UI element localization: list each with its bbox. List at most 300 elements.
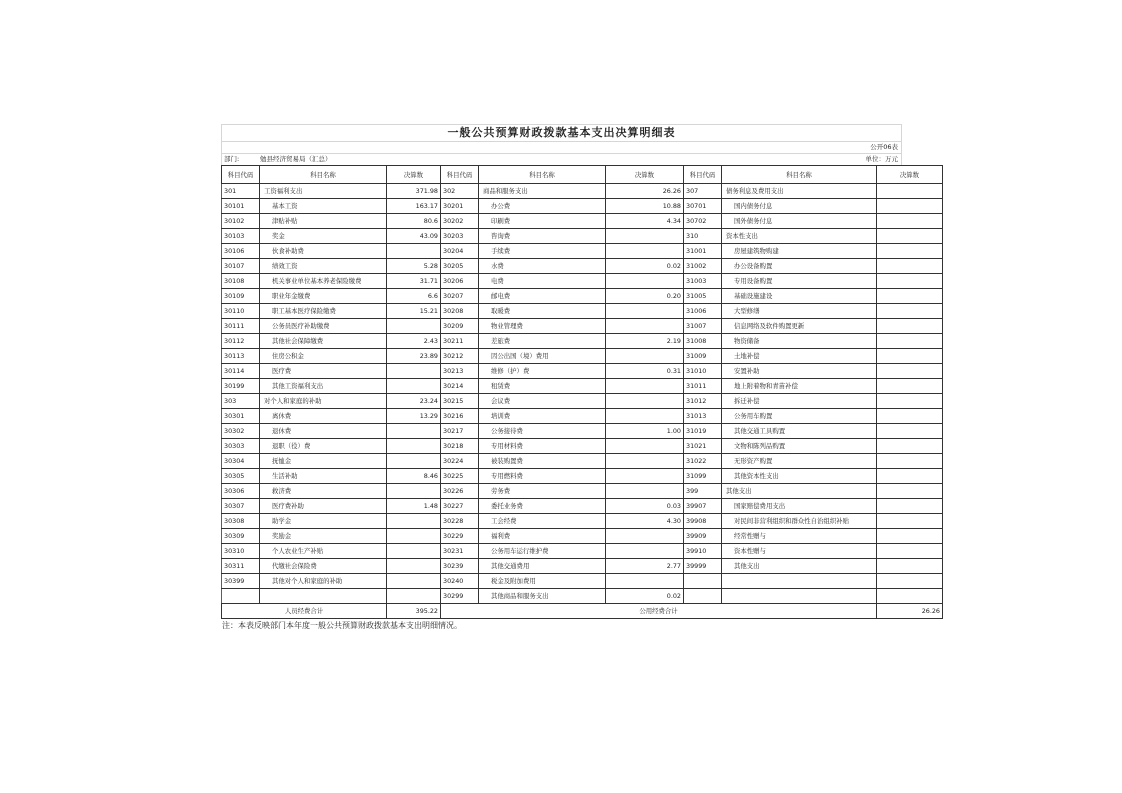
cell-amount	[877, 364, 943, 379]
cell-code: 31006	[684, 304, 722, 319]
cell-code: 39999	[684, 559, 722, 574]
header-code: 科目代码	[441, 166, 479, 184]
header-name: 科目名称	[722, 166, 877, 184]
cell-name: 绩效工资	[260, 259, 387, 274]
table-row	[222, 334, 943, 349]
cell-code: 30201	[441, 199, 479, 214]
cell-name: 退休费	[260, 424, 387, 439]
cell-amount: 6.6	[387, 289, 441, 304]
cell-amount	[387, 424, 441, 439]
cell-amount	[606, 484, 684, 499]
cell-amount	[606, 439, 684, 454]
header-code: 科目代码	[684, 166, 722, 184]
cell-amount	[877, 229, 943, 244]
cell-code: 30199	[222, 379, 260, 394]
cell-name: 职工基本医疗保险缴费	[260, 304, 387, 319]
cell-name: 资本性支出	[722, 229, 877, 244]
table-row	[222, 244, 943, 259]
table-note: 注：本表反映部门本年度一般公共预算财政拨款基本支出明细情况。	[222, 621, 462, 630]
cell-amount	[387, 514, 441, 529]
cell-amount	[877, 199, 943, 214]
cell-name: 公务接待费	[479, 424, 606, 439]
cell-code	[684, 589, 722, 604]
cell-amount	[877, 484, 943, 499]
cell-name: 拆迁补偿	[722, 394, 877, 409]
cell-amount: 5.28	[387, 259, 441, 274]
cell-code: 31022	[684, 454, 722, 469]
cell-code: 30202	[441, 214, 479, 229]
cell-name: 培训费	[479, 409, 606, 424]
cell-amount: 2.77	[606, 559, 684, 574]
cell-name: 专用燃料费	[479, 469, 606, 484]
department-label: 部门:	[224, 155, 240, 163]
cell-code: 31011	[684, 379, 722, 394]
cell-name	[260, 589, 387, 604]
cell-amount: 8.46	[387, 469, 441, 484]
header-amount: 决算数	[606, 166, 684, 184]
cell-amount: 2.19	[606, 334, 684, 349]
cell-amount: 31.71	[387, 274, 441, 289]
cell-amount	[877, 589, 943, 604]
cell-name: 大型修缮	[722, 304, 877, 319]
personnel-total-value: 395.22	[387, 604, 441, 619]
table-row	[222, 439, 943, 454]
cell-amount	[877, 559, 943, 574]
cell-name: 租赁费	[479, 379, 606, 394]
cell-code: 30215	[441, 394, 479, 409]
cell-code: 30204	[441, 244, 479, 259]
cell-name: 住房公积金	[260, 349, 387, 364]
cell-code: 30113	[222, 349, 260, 364]
cell-amount: 0.02	[606, 259, 684, 274]
cell-code: 30299	[441, 589, 479, 604]
cell-amount	[877, 379, 943, 394]
table-body	[222, 184, 943, 604]
cell-name: 税金及附加费用	[479, 574, 606, 589]
cell-code: 30231	[441, 544, 479, 559]
cell-name: 地上附着物和青苗补偿	[722, 379, 877, 394]
cell-amount: 43.09	[387, 229, 441, 244]
cell-name: 咨询费	[479, 229, 606, 244]
cell-amount	[877, 514, 943, 529]
cell-amount	[606, 274, 684, 289]
personnel-total-label: 人员经费合计	[222, 604, 387, 619]
cell-name: 救济费	[260, 484, 387, 499]
cell-amount	[606, 349, 684, 364]
header-row	[222, 166, 943, 184]
cell-name: 机关事业单位基本养老保险缴费	[260, 274, 387, 289]
table-row	[222, 184, 943, 199]
cell-amount	[387, 544, 441, 559]
cell-code: 30207	[441, 289, 479, 304]
cell-amount	[606, 379, 684, 394]
cell-code: 30308	[222, 514, 260, 529]
table-row	[222, 469, 943, 484]
cell-amount: 4.34	[606, 214, 684, 229]
cell-code: 30310	[222, 544, 260, 559]
cell-name: 劳务费	[479, 484, 606, 499]
cell-code: 30702	[684, 214, 722, 229]
cell-code: 30214	[441, 379, 479, 394]
cell-name: 奖金	[260, 229, 387, 244]
cell-name: 其他支出	[722, 559, 877, 574]
table-row	[222, 529, 943, 544]
cell-code: 30701	[684, 199, 722, 214]
cell-code: 30303	[222, 439, 260, 454]
cell-amount: 371.98	[387, 184, 441, 199]
cell-code: 30224	[441, 454, 479, 469]
cell-code: 30206	[441, 274, 479, 289]
cell-name: 邮电费	[479, 289, 606, 304]
cell-amount: 1.48	[387, 499, 441, 514]
cell-code: 399	[684, 484, 722, 499]
cell-code: 30205	[441, 259, 479, 274]
cell-name	[722, 589, 877, 604]
cell-name: 取暖费	[479, 304, 606, 319]
cell-name: 委托业务费	[479, 499, 606, 514]
cell-amount: 163.17	[387, 199, 441, 214]
cell-code: 31013	[684, 409, 722, 424]
cell-code: 31010	[684, 364, 722, 379]
cell-name: 工会经费	[479, 514, 606, 529]
table-row	[222, 274, 943, 289]
cell-name: 公务用车运行维护费	[479, 544, 606, 559]
cell-amount: 0.20	[606, 289, 684, 304]
cell-code: 39910	[684, 544, 722, 559]
table-row	[222, 484, 943, 499]
cell-amount	[877, 289, 943, 304]
cell-name: 福利费	[479, 529, 606, 544]
table-row	[222, 574, 943, 589]
cell-name: 对民间非营利组织和群众性自治组织补贴	[722, 514, 877, 529]
cell-name: 国内债务付息	[722, 199, 877, 214]
cell-code: 30305	[222, 469, 260, 484]
cell-amount	[606, 229, 684, 244]
cell-name: 其他支出	[722, 484, 877, 499]
cell-code: 30107	[222, 259, 260, 274]
table-row	[222, 589, 943, 604]
header-amount: 决算数	[877, 166, 943, 184]
cell-amount	[877, 439, 943, 454]
cell-amount	[606, 304, 684, 319]
cell-name: 土地补偿	[722, 349, 877, 364]
cell-amount	[387, 379, 441, 394]
cell-name: 基本工资	[260, 199, 387, 214]
report-title: 一般公共预算财政拨款基本支出决算明细表	[221, 124, 902, 141]
cell-code: 30306	[222, 484, 260, 499]
cell-name: 抚恤金	[260, 454, 387, 469]
cell-amount: 2.43	[387, 334, 441, 349]
cell-code: 30217	[441, 424, 479, 439]
cell-amount	[387, 364, 441, 379]
cell-name: 医疗费	[260, 364, 387, 379]
cell-amount	[387, 589, 441, 604]
table-row	[222, 319, 943, 334]
cell-name: 房屋建筑物购建	[722, 244, 877, 259]
cell-code: 30226	[441, 484, 479, 499]
cell-amount	[387, 559, 441, 574]
cell-amount	[606, 529, 684, 544]
cell-name: 会议费	[479, 394, 606, 409]
cell-code: 30101	[222, 199, 260, 214]
cell-name: 公务用车购置	[722, 409, 877, 424]
cell-code: 30106	[222, 244, 260, 259]
cell-amount	[877, 184, 943, 199]
cell-name: 生活补助	[260, 469, 387, 484]
cell-name: 其他商品和服务支出	[479, 589, 606, 604]
cell-code: 30228	[441, 514, 479, 529]
cell-name: 国家赔偿费用支出	[722, 499, 877, 514]
table-row	[222, 214, 943, 229]
cell-amount	[387, 484, 441, 499]
table-row	[222, 514, 943, 529]
cell-amount	[877, 574, 943, 589]
cell-code: 30102	[222, 214, 260, 229]
header-amount: 决算数	[387, 166, 441, 184]
cell-amount: 4.30	[606, 514, 684, 529]
cell-name: 因公出国（境）费用	[479, 349, 606, 364]
public-total-value: 26.26	[877, 604, 943, 619]
cell-amount	[877, 529, 943, 544]
cell-name: 对个人和家庭的补助	[260, 394, 387, 409]
cell-amount: 10.88	[606, 199, 684, 214]
cell-name: 商品和服务支出	[479, 184, 606, 199]
cell-code: 30225	[441, 469, 479, 484]
cell-amount	[877, 349, 943, 364]
cell-code: 30213	[441, 364, 479, 379]
cell-name: 经常性赠与	[722, 529, 877, 544]
cell-amount	[877, 394, 943, 409]
cell-name: 办公费	[479, 199, 606, 214]
cell-name: 水费	[479, 259, 606, 274]
table-row	[222, 499, 943, 514]
cell-name: 其他工资福利支出	[260, 379, 387, 394]
cell-code: 31019	[684, 424, 722, 439]
cell-code: 30216	[441, 409, 479, 424]
cell-name: 伙食补助费	[260, 244, 387, 259]
cell-name: 离休费	[260, 409, 387, 424]
cell-amount	[877, 259, 943, 274]
cell-amount: 1.00	[606, 424, 684, 439]
cell-name: 助学金	[260, 514, 387, 529]
cell-amount	[387, 529, 441, 544]
cell-name: 物业管理费	[479, 319, 606, 334]
cell-amount	[877, 454, 943, 469]
cell-name: 被装购置费	[479, 454, 606, 469]
cell-amount	[877, 274, 943, 289]
cell-amount	[387, 319, 441, 334]
cell-code: 30302	[222, 424, 260, 439]
cell-amount	[877, 244, 943, 259]
cell-name: 资本性赠与	[722, 544, 877, 559]
table-row	[222, 304, 943, 319]
cell-amount: 23.24	[387, 394, 441, 409]
department-row	[221, 154, 902, 165]
cell-name: 债务利息及费用支出	[722, 184, 877, 199]
cell-amount	[387, 244, 441, 259]
cell-code	[222, 589, 260, 604]
table-row	[222, 559, 943, 574]
cell-name: 其他对个人和家庭的补助	[260, 574, 387, 589]
cell-code: 31008	[684, 334, 722, 349]
cell-name: 文物和陈列品购置	[722, 439, 877, 454]
cell-amount	[877, 469, 943, 484]
cell-name: 信息网络及软件购置更新	[722, 319, 877, 334]
header-name: 科目名称	[479, 166, 606, 184]
cell-amount	[877, 304, 943, 319]
table-row	[222, 259, 943, 274]
cell-amount	[877, 499, 943, 514]
cell-code: 30227	[441, 499, 479, 514]
cell-code: 30114	[222, 364, 260, 379]
unit-label: 单位：万元	[865, 155, 898, 163]
cell-code: 30301	[222, 409, 260, 424]
department-name: 勉县经济贸易局（汇总）	[260, 155, 332, 163]
cell-name: 职业年金缴费	[260, 289, 387, 304]
cell-name: 退职（役）费	[260, 439, 387, 454]
table-row	[222, 229, 943, 244]
header-code: 科目代码	[222, 166, 260, 184]
cell-code: 31007	[684, 319, 722, 334]
cell-name: 国外债务付息	[722, 214, 877, 229]
cell-amount	[877, 319, 943, 334]
cell-name: 电费	[479, 274, 606, 289]
cell-amount	[606, 544, 684, 559]
cell-name: 专用材料费	[479, 439, 606, 454]
cell-amount	[606, 244, 684, 259]
cell-code: 302	[441, 184, 479, 199]
cell-code: 30109	[222, 289, 260, 304]
cell-name: 其他交通工具购置	[722, 424, 877, 439]
cell-amount: 23.89	[387, 349, 441, 364]
cell-name: 维修（护）费	[479, 364, 606, 379]
cell-code: 30203	[441, 229, 479, 244]
cell-name: 无形资产购置	[722, 454, 877, 469]
cell-name: 工资福利支出	[260, 184, 387, 199]
cell-amount	[606, 319, 684, 334]
cell-code: 30208	[441, 304, 479, 319]
cell-code: 30311	[222, 559, 260, 574]
cell-code: 31001	[684, 244, 722, 259]
cell-amount	[387, 439, 441, 454]
cell-amount	[606, 469, 684, 484]
cell-code: 301	[222, 184, 260, 199]
cell-name: 物资储备	[722, 334, 877, 349]
cell-code: 30218	[441, 439, 479, 454]
cell-amount: 26.26	[606, 184, 684, 199]
cell-name: 基础设施建设	[722, 289, 877, 304]
cell-name: 手续费	[479, 244, 606, 259]
cell-code: 31009	[684, 349, 722, 364]
cell-code: 310	[684, 229, 722, 244]
cell-code: 30229	[441, 529, 479, 544]
cell-name: 其他资本性支出	[722, 469, 877, 484]
cell-name: 其他交通费用	[479, 559, 606, 574]
totals-row	[222, 604, 943, 619]
cell-amount	[387, 574, 441, 589]
cell-code: 30111	[222, 319, 260, 334]
cell-code: 30209	[441, 319, 479, 334]
table-row	[222, 364, 943, 379]
header-name: 科目名称	[260, 166, 387, 184]
table-row	[222, 379, 943, 394]
cell-name: 代缴社会保险费	[260, 559, 387, 574]
cell-code: 39908	[684, 514, 722, 529]
cell-code: 39907	[684, 499, 722, 514]
cell-name: 安置补助	[722, 364, 877, 379]
cell-amount: 13.29	[387, 409, 441, 424]
table-row	[222, 199, 943, 214]
cell-name: 公务员医疗补助缴费	[260, 319, 387, 334]
cell-code: 31012	[684, 394, 722, 409]
form-number-row	[221, 141, 902, 154]
report-sheet	[221, 124, 940, 631]
form-number: 公开06表	[870, 143, 898, 151]
cell-code: 31002	[684, 259, 722, 274]
cell-amount: 80.6	[387, 214, 441, 229]
cell-amount	[877, 214, 943, 229]
public-total-label: 公用经费合计	[441, 604, 877, 619]
cell-name: 奖励金	[260, 529, 387, 544]
cell-amount	[877, 424, 943, 439]
cell-name: 办公设备购置	[722, 259, 877, 274]
cell-amount: 0.02	[606, 589, 684, 604]
cell-code: 30399	[222, 574, 260, 589]
cell-amount	[877, 409, 943, 424]
cell-name	[722, 574, 877, 589]
cell-code: 31021	[684, 439, 722, 454]
cell-code: 30112	[222, 334, 260, 349]
expenditure-table	[221, 165, 943, 619]
cell-code: 30103	[222, 229, 260, 244]
cell-code: 30108	[222, 274, 260, 289]
cell-code: 30239	[441, 559, 479, 574]
cell-code: 31099	[684, 469, 722, 484]
cell-name: 个人农业生产补贴	[260, 544, 387, 559]
cell-name: 印刷费	[479, 214, 606, 229]
cell-code: 30110	[222, 304, 260, 319]
cell-code: 30307	[222, 499, 260, 514]
cell-amount: 0.31	[606, 364, 684, 379]
table-row	[222, 454, 943, 469]
cell-code: 30212	[441, 349, 479, 364]
cell-name: 其他社会保障缴费	[260, 334, 387, 349]
cell-name: 津贴补贴	[260, 214, 387, 229]
cell-amount: 15.21	[387, 304, 441, 319]
table-row	[222, 394, 943, 409]
cell-name: 专用设备购置	[722, 274, 877, 289]
cell-code: 31003	[684, 274, 722, 289]
table-row	[222, 289, 943, 304]
cell-code: 39909	[684, 529, 722, 544]
table-row	[222, 424, 943, 439]
cell-name: 医疗费补助	[260, 499, 387, 514]
cell-code: 30240	[441, 574, 479, 589]
cell-name: 差旅费	[479, 334, 606, 349]
cell-code	[684, 574, 722, 589]
cell-code: 303	[222, 394, 260, 409]
cell-code: 30304	[222, 454, 260, 469]
cell-amount	[606, 454, 684, 469]
cell-amount	[387, 454, 441, 469]
cell-amount	[606, 574, 684, 589]
cell-code: 307	[684, 184, 722, 199]
cell-amount	[877, 334, 943, 349]
cell-code: 30309	[222, 529, 260, 544]
cell-amount	[606, 409, 684, 424]
cell-code: 30211	[441, 334, 479, 349]
table-row	[222, 409, 943, 424]
